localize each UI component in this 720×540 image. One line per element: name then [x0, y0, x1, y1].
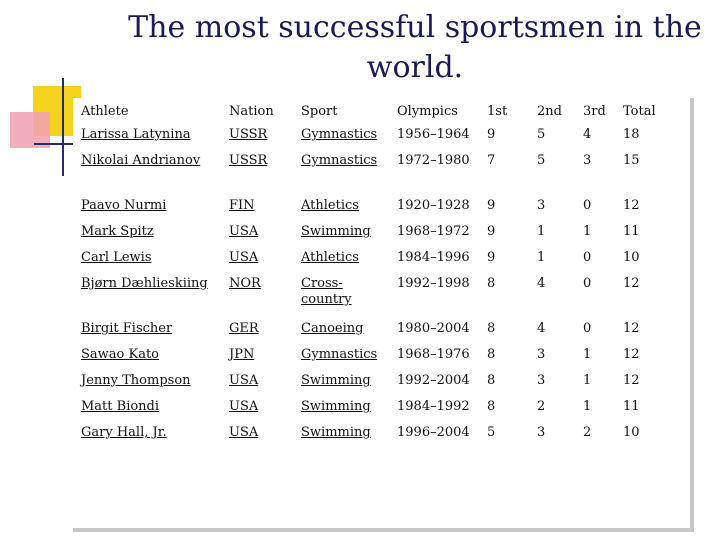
- sport-link[interactable]: Swimming: [301, 373, 371, 388]
- olympics-cell: 1968–1976: [397, 347, 470, 362]
- sport-link[interactable]: Gymnastics: [301, 347, 378, 362]
- bronze-cell: 0: [583, 276, 592, 291]
- header-olympics: Olympics: [397, 104, 458, 119]
- gold-cell: 5: [487, 425, 496, 440]
- bronze-cell: 0: [583, 321, 592, 336]
- table-row: [73, 273, 688, 318]
- athlete-link[interactable]: Paavo Nurmi: [81, 198, 167, 213]
- table-row: [73, 318, 688, 344]
- total-cell: 12: [623, 347, 640, 362]
- table-row: [73, 195, 688, 221]
- nation-link[interactable]: USA: [229, 224, 259, 239]
- sport-link[interactable]: Athletics: [301, 250, 359, 265]
- header-first: 1st: [487, 104, 508, 119]
- bronze-cell: 1: [583, 399, 592, 414]
- medal-table-container: [73, 98, 694, 532]
- sport-link[interactable]: Gymnastics: [301, 127, 378, 142]
- silver-cell: 5: [537, 153, 546, 168]
- gold-cell: 8: [487, 347, 496, 362]
- gold-cell: 8: [487, 373, 496, 388]
- athlete-link[interactable]: Matt Biondi: [81, 399, 160, 414]
- table-row: [73, 124, 688, 150]
- bronze-cell: 3: [583, 153, 592, 168]
- silver-cell: 3: [537, 347, 546, 362]
- athlete-link[interactable]: Gary Hall, Jr.: [81, 425, 167, 440]
- medal-table: [73, 98, 688, 448]
- slide-title: The most successful sportsmen in the world.: [128, 10, 702, 85]
- olympics-cell: 1996–2004: [397, 425, 470, 440]
- total-cell: 12: [623, 373, 640, 388]
- silver-cell: 4: [537, 276, 546, 291]
- table-header-row: [73, 98, 688, 124]
- athlete-link[interactable]: Birgit Fischer: [81, 321, 173, 336]
- silver-cell: 1: [537, 224, 546, 239]
- bronze-cell: 2: [583, 425, 592, 440]
- sport-link[interactable]: Cross-country: [301, 276, 352, 307]
- table-row: [73, 247, 688, 273]
- sport-link[interactable]: Canoeing: [301, 321, 364, 336]
- gold-cell: 8: [487, 276, 496, 291]
- total-cell: 11: [623, 399, 640, 414]
- nation-link[interactable]: USA: [229, 399, 259, 414]
- sport-link[interactable]: Swimming: [301, 224, 371, 239]
- header-sport: Sport: [301, 104, 338, 119]
- total-cell: 12: [623, 276, 640, 291]
- total-cell: 18: [623, 127, 640, 142]
- olympics-cell: 1968–1972: [397, 224, 470, 239]
- athlete-link[interactable]: Larissa Latynina: [81, 127, 191, 142]
- silver-cell: 3: [537, 373, 546, 388]
- olympics-cell: 1984–1992: [397, 399, 470, 414]
- table-row: [73, 396, 688, 422]
- athlete-link[interactable]: Jenny Thompson: [81, 373, 191, 388]
- table-row: [73, 150, 688, 195]
- table-row: [73, 422, 688, 448]
- total-cell: 15: [623, 153, 640, 168]
- olympics-cell: 1984–1996: [397, 250, 470, 265]
- nation-link[interactable]: USA: [229, 250, 259, 265]
- total-cell: 12: [623, 198, 640, 213]
- header-total: Total: [623, 104, 656, 119]
- athlete-link[interactable]: Bjørn Dæhlieskiing: [81, 276, 208, 291]
- silver-cell: 4: [537, 321, 546, 336]
- olympics-cell: 1956–1964: [397, 127, 470, 142]
- silver-cell: 1: [537, 250, 546, 265]
- olympics-cell: 1920–1928: [397, 198, 470, 213]
- sport-link[interactable]: Gymnastics: [301, 153, 378, 168]
- gold-cell: 9: [487, 127, 496, 142]
- nation-link[interactable]: USSR: [229, 153, 268, 168]
- total-cell: 11: [623, 224, 640, 239]
- silver-cell: 2: [537, 399, 546, 414]
- athlete-link[interactable]: Sawao Kato: [81, 347, 160, 362]
- athlete-link[interactable]: Carl Lewis: [81, 250, 152, 265]
- table-row: [73, 221, 688, 247]
- sport-link[interactable]: Athletics: [301, 198, 359, 213]
- table-row: [73, 370, 688, 396]
- nation-link[interactable]: USA: [229, 373, 259, 388]
- bronze-cell: 0: [583, 250, 592, 265]
- olympics-cell: 1992–2004: [397, 373, 470, 388]
- sport-link[interactable]: Swimming: [301, 425, 371, 440]
- olympics-cell: 1980–2004: [397, 321, 470, 336]
- silver-cell: 3: [537, 425, 546, 440]
- header-second: 2nd: [537, 104, 562, 119]
- athlete-link[interactable]: Mark Spitz: [81, 224, 154, 239]
- table-row: [73, 344, 688, 370]
- total-cell: 10: [623, 250, 640, 265]
- silver-cell: 3: [537, 198, 546, 213]
- gold-cell: 8: [487, 399, 496, 414]
- header-athlete: Athlete: [81, 104, 129, 119]
- nation-link[interactable]: NOR: [229, 276, 261, 291]
- nation-link[interactable]: JPN: [229, 347, 255, 362]
- bronze-cell: 0: [583, 198, 592, 213]
- olympics-cell: 1992–1998: [397, 276, 470, 291]
- bronze-cell: 1: [583, 347, 592, 362]
- sport-link[interactable]: Swimming: [301, 399, 371, 414]
- nation-link[interactable]: FIN: [229, 198, 255, 213]
- header-nation: Nation: [229, 104, 274, 119]
- nation-link[interactable]: GER: [229, 321, 259, 336]
- gold-cell: 8: [487, 321, 496, 336]
- gold-cell: 9: [487, 224, 496, 239]
- bronze-cell: 4: [583, 127, 592, 142]
- gold-cell: 9: [487, 250, 496, 265]
- bronze-cell: 1: [583, 373, 592, 388]
- gold-cell: 7: [487, 153, 496, 168]
- total-cell: 12: [623, 321, 640, 336]
- header-third: 3rd: [583, 104, 606, 119]
- athlete-link[interactable]: Nikolai Andrianov: [81, 153, 201, 168]
- nation-link[interactable]: USSR: [229, 127, 268, 142]
- total-cell: 10: [623, 425, 640, 440]
- nation-link[interactable]: USA: [229, 425, 259, 440]
- bronze-cell: 1: [583, 224, 592, 239]
- olympics-cell: 1972–1980: [397, 153, 470, 168]
- decor-vertical-line: [62, 78, 64, 176]
- gold-cell: 9: [487, 198, 496, 213]
- silver-cell: 5: [537, 127, 546, 142]
